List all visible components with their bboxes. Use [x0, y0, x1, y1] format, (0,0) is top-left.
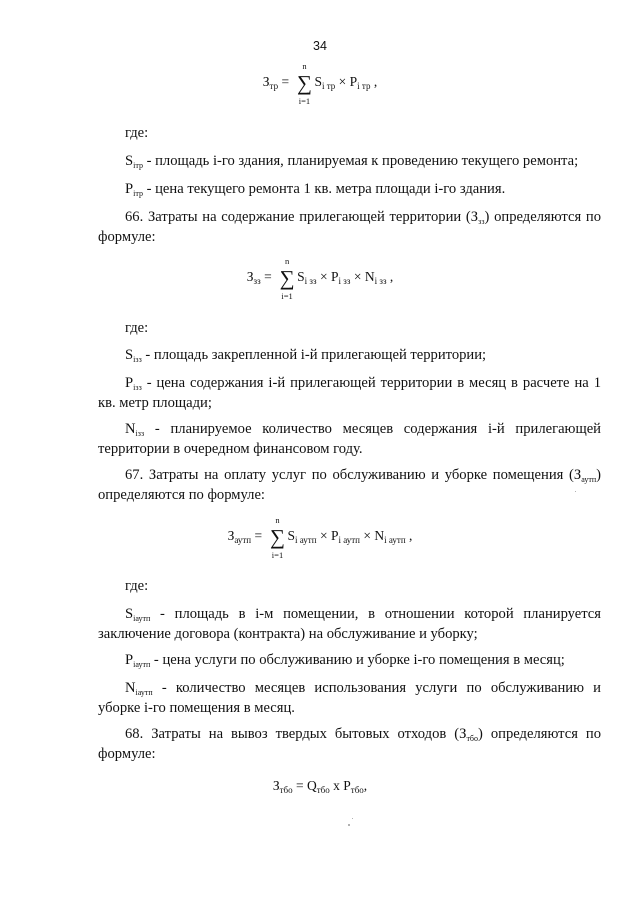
paragraph: $S_{iтр}$ - площадь i-го здания, планируемая к проведению текущего ремонта; [125, 153, 579, 170]
formula-cleaning-services: $З_{аутп}$ = n ∑ i=1 $S_{i аутп} \times P_{i аутп} \times N_{i аутп}$ , [227, 514, 413, 560]
paragraph: $P_{iаутп}$ - цена услуги по обслуживанию и уборке i-го помещения в месяц; [125, 652, 565, 669]
where-label: где: [125, 125, 149, 141]
formula-adjacent-territory: $З_{зз}$ = n ∑ i=1 $S_{i зз} \times P_{i зз} \times N_{i зз}$ , [246, 255, 394, 301]
scan-speck [575, 491, 576, 492]
paragraph-67: 67. Затраты на оплату услуг по обслуживанию и уборке помещения $(З_{аутп})$ определяются по формуле: [98, 467, 601, 503]
paragraph: $P_{iзз}$ - цена содержания i-й прилегающей территории в месяц в расчете на 1 кв. метр площади; [98, 375, 601, 411]
paragraph: $P_{iтр}$ - цена текущего ремонта 1 кв. метра площади i-го здания. [125, 181, 506, 198]
paragraph: $S_{iаутп}$ - площадь в i-м помещении, в отношении которой планируется заключение договора (контракта) на обслуживание и уборку; [98, 606, 601, 642]
paragraph: $N_{iаутп}$ - количество месяцев использования услуги по обслуживанию и уборке i-го помещения в месяц. [98, 680, 601, 716]
paragraph: $S_{iзз}$ - площадь закрепленной i-й прилегающей территории; [125, 347, 487, 364]
paragraph: $N_{iзз}$ - планируемое количество месяцев содержания i-й прилегающей территории в очередном финансовом году. [98, 421, 601, 457]
paragraph-68: 68. Затраты на вывоз твердых бытовых отходов $(З_{тбо})$ определяются по формуле: [98, 726, 602, 762]
sum-sign: n ∑ i=1 [279, 255, 295, 301]
page-number: 34 [313, 39, 327, 53]
where-label: где: [125, 320, 149, 336]
scan-speck [352, 818, 353, 819]
scan-speck [348, 824, 350, 826]
formula-current-repair: $З_{тр}$ = n ∑ i=1 $S_{i тр} \times P_{i тр}$ , [262, 60, 378, 106]
sum-sign: n ∑ i=1 [270, 514, 285, 560]
where-label: где: [125, 578, 149, 594]
formula-waste-removal: $З_{тбо} = Q_{тбо}$ х $P_{тбо}$, [272, 778, 368, 795]
paragraph-66: 66. Затраты на содержание прилегающей территории $(З_{зз})$ определяются по формуле: [98, 209, 601, 245]
sum-sign: n ∑ i=1 [296, 60, 312, 106]
